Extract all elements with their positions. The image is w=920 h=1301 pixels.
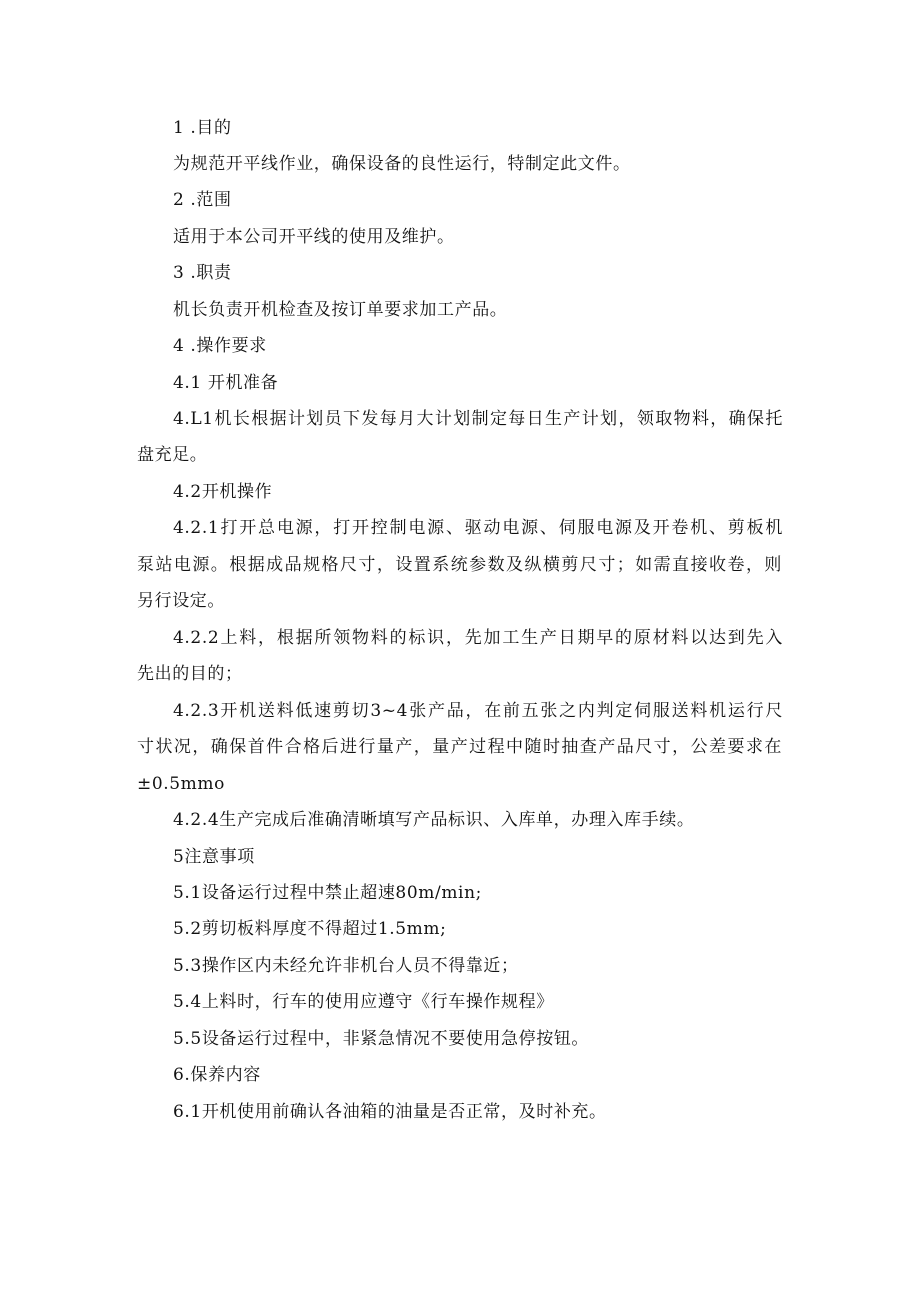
paragraph-scope: 适用于本公司开平线的使用及维护。 bbox=[173, 227, 455, 247]
heading-responsibility: 3 .职责 bbox=[173, 263, 232, 283]
heading-maintenance: 6.保养内容 bbox=[173, 1065, 261, 1085]
paragraph-4-2-4: 4.2.4生产完成后准确清晰填写产品标识、入库单，办理入库手续。 bbox=[173, 810, 695, 830]
heading-notes: 5注意事项 bbox=[173, 847, 255, 867]
paragraph-4-2-2-line1: 4.2.2上料，根据所领物料的标识，先加工生产日期早的原材料以达到先入 bbox=[173, 628, 783, 648]
paragraph-6-1: 6.1开机使用前确认各油箱的油量是否正常，及时补充。 bbox=[173, 1102, 607, 1122]
heading-purpose: 1 .目的 bbox=[173, 118, 232, 138]
paragraph-5-2: 5.2剪切板料厚度不得超过1.5mm; bbox=[173, 919, 447, 939]
paragraph-4-1-1-line1: 4.L1机长根据计划员下发每月大计划制定每日生产计划，领取物料，确保托 bbox=[173, 409, 783, 429]
paragraph-4-2-3-line2: 寸状况，确保首件合格后进行量产，量产过程中随时抽查产品尺寸，公差要求在 bbox=[137, 737, 782, 757]
heading-scope: 2 .范围 bbox=[173, 190, 232, 210]
paragraph-5-3: 5.3操作区内未经允许非机台人员不得靠近； bbox=[173, 956, 519, 976]
paragraph-4-2-1-line1: 4.2.1打开总电源，打开控制电源、驱动电源、伺服电源及开卷机、剪板机 bbox=[173, 518, 783, 538]
paragraph-4-2-1-line3: 另行设定。 bbox=[137, 591, 225, 611]
paragraph-5-1: 5.1设备运行过程中禁止超速80m/min; bbox=[173, 883, 482, 903]
paragraph-purpose: 为规范开平线作业，确保设备的良性运行，特制定此文件。 bbox=[173, 154, 631, 174]
heading-operation: 4 .操作要求 bbox=[173, 336, 267, 356]
paragraph-5-4: 5.4上料时，行车的使用应遵守《行车操作规程》 bbox=[173, 992, 554, 1012]
paragraph-4-1-1-line2: 盘充足。 bbox=[137, 445, 208, 465]
heading-4-1: 4.1 开机准备 bbox=[173, 373, 279, 393]
paragraph-4-2-3-line3: ±0.5mmo bbox=[137, 774, 225, 794]
paragraph-responsibility: 机长负责开机检查及按订单要求加工产品。 bbox=[173, 300, 508, 320]
paragraph-4-2-3-line1: 4.2.3开机送料低速剪切3~4张产品，在前五张之内判定伺服送料机运行尺 bbox=[173, 701, 783, 721]
paragraph-5-5: 5.5设备运行过程中，非紧急情况不要使用急停按钮。 bbox=[173, 1029, 590, 1049]
paragraph-4-2-1-line2: 泵站电源。根据成品规格尺寸，设置系统参数及纵横剪尺寸；如需直接收卷，则 bbox=[137, 555, 782, 575]
heading-4-2: 4.2开机操作 bbox=[173, 482, 273, 502]
paragraph-4-2-2-line2: 先出的目的； bbox=[137, 664, 243, 684]
